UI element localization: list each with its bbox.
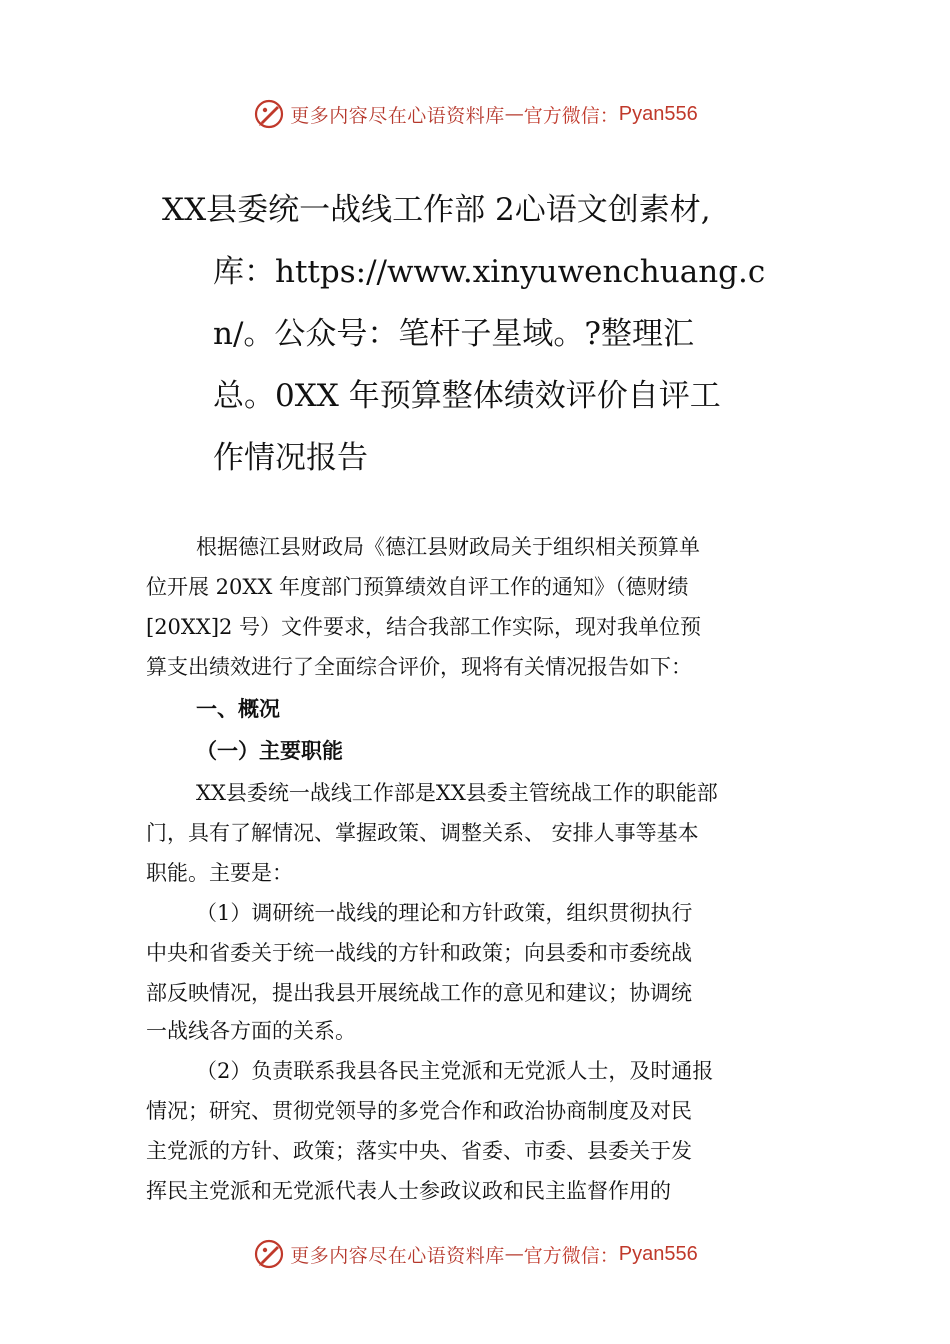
list-item-line: 主党派的方针、政策；落实中央、省委、市委、县委关于发 [146, 1139, 692, 1163]
banner-wechat-id: Pyan556 [618, 102, 698, 125]
paragraph-line: 门，具有了解情况、掌握政策、调整关系、 安排人事等基本 [146, 821, 699, 845]
banner-wechat-label: 官方微信： [523, 1244, 619, 1267]
banner-wechat-label: 官方微信： [523, 104, 619, 127]
banner-text: 更多内容尽在心语资料库 [290, 104, 505, 127]
title-line: XX县委统一战线工作部 2心语文创素材, [162, 192, 711, 228]
list-item-line: 一战线各方面的关系。 [146, 1019, 356, 1043]
title-line: 库：https://www.xinyuwenchuang.c [213, 254, 766, 290]
intro-line: 根据德江县财政局《德江县财政局关于组织相关预算单 [196, 535, 700, 559]
paragraph-line: 职能。主要是： [146, 861, 293, 885]
list-item-line: 情况；研究、贯彻党领导的多党合作和政治协商制度及对民 [146, 1099, 692, 1123]
title-line: 总。0XX 年预算整体绩效评价自评工 [213, 378, 721, 414]
title-line: 作情况报告 [213, 440, 368, 476]
section-heading: 一、概况 [196, 697, 280, 721]
title-line: n/。公众号：笔杆子星域。?整理汇 [213, 316, 695, 352]
banner-wechat-id: Pyan556 [618, 1242, 698, 1265]
banner-separator: — [504, 1243, 524, 1265]
list-item-line: （2）负责联系我县各民主党派和无党派人士，及时通报 [196, 1059, 714, 1083]
header-banner [0, 94, 950, 134]
pen-logo-icon [252, 97, 286, 131]
banner-separator: — [504, 103, 524, 125]
pen-logo-icon [252, 1237, 286, 1271]
intro-line: [20XX]2 号）文件要求，结合我部工作实际，现对我单位预 [146, 615, 702, 639]
paragraph-line: XX县委统一战线工作部是XX县委主管统战工作的职能部 [196, 781, 718, 805]
list-item-line: 部反映情况，提出我县开展统战工作的意见和建议；协调统 [146, 981, 692, 1005]
intro-line: 位开展 20XX 年度部门预算绩效自评工作的通知》（德财绩 [146, 575, 689, 599]
banner-text: 更多内容尽在心语资料库 [290, 1244, 505, 1267]
list-item-line: 挥民主党派和无党派代表人士参政议政和民主监督作用的 [146, 1179, 671, 1203]
intro-line: 算支出绩效进行了全面综合评价，现将有关情况报告如下： [146, 655, 692, 679]
list-item-line: （1）调研统一战线的理论和方针政策，组织贯彻执行 [196, 901, 693, 925]
footer-banner [0, 1234, 950, 1274]
list-item-line: 中央和省委关于统一战线的方针和政策；向县委和市委统战 [146, 941, 692, 965]
subsection-heading: （一）主要职能 [196, 738, 343, 763]
